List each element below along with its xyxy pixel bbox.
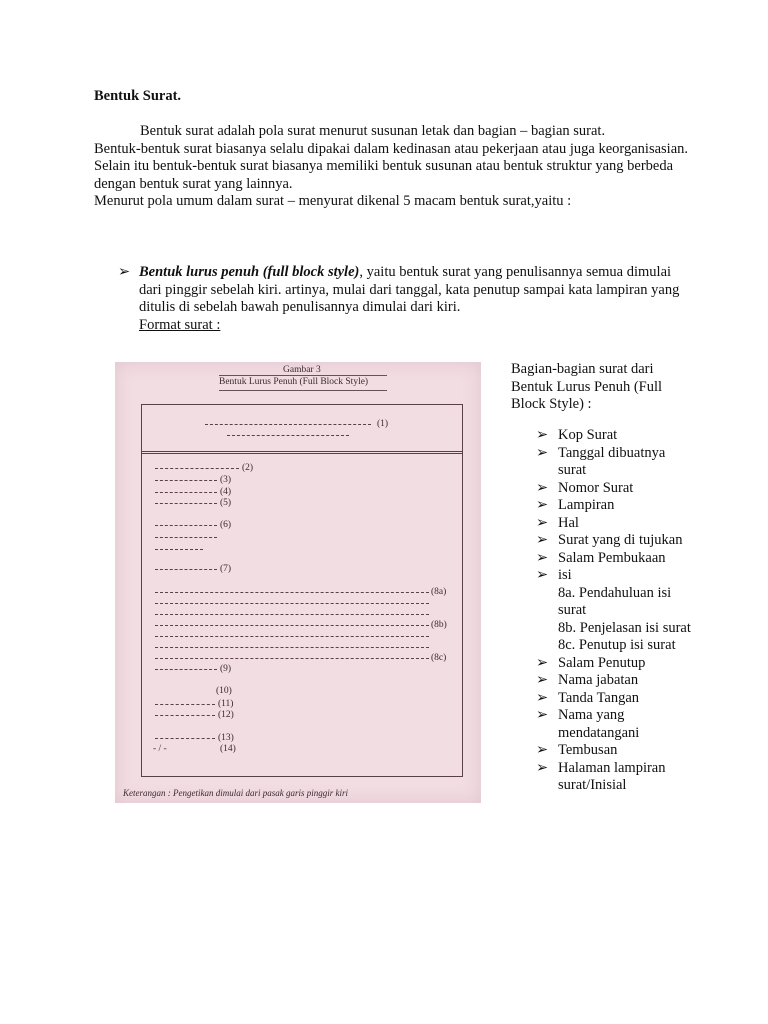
- dash-2: [155, 468, 239, 469]
- figure-title: Bentuk Lurus Penuh (Full Block Style): [219, 377, 369, 387]
- arrowhead-bullet-icon: ➢: [536, 707, 549, 723]
- dash-6c: [155, 549, 203, 550]
- dash-8b-2: [155, 636, 429, 637]
- list-item: ➢ Kop Surat: [536, 427, 618, 443]
- dash-9: [155, 669, 217, 670]
- list-subitem: 8b. Penjelasan isi surat: [558, 619, 691, 636]
- label-2: (2): [242, 463, 254, 473]
- label-3: (3): [220, 475, 232, 485]
- list-item: ➢ Nama yang mendatangani: [536, 707, 640, 741]
- list-item: ➢ Nomor Surat: [536, 479, 634, 496]
- intro-paragraph: [94, 123, 694, 211]
- dash-8a-2: [155, 603, 429, 604]
- arrowhead-bullet-icon: ➢: [536, 672, 549, 688]
- dash-11: [155, 704, 215, 705]
- figure-header-box: [141, 404, 463, 454]
- arrowhead-bullet-icon: ➢: [536, 549, 549, 566]
- label-14: (14): [220, 744, 236, 754]
- label-8c: (8c): [431, 653, 447, 663]
- arrowhead-bullet-icon: ➢: [536, 497, 549, 513]
- label-10: (10): [216, 686, 232, 696]
- figure-gambar: Gambar 3: [283, 365, 321, 375]
- list-item: ➢ Hal: [536, 514, 579, 531]
- list-item: ➢ Tanda Tangan: [536, 689, 640, 706]
- list-item: ➢ isi: [536, 567, 572, 583]
- list-item: ➢ Surat yang di tujukan: [536, 532, 683, 548]
- dash-4: [155, 492, 217, 493]
- label-12: (12): [218, 710, 234, 720]
- label-1: (1): [377, 419, 389, 429]
- label-8a: (8a): [431, 587, 447, 597]
- bullet-term: Bentuk lurus penuh (full block style): [139, 264, 360, 280]
- dash-6b: [155, 537, 217, 538]
- label-5: (5): [220, 498, 232, 508]
- arrowhead-bullet-icon: ➢: [536, 654, 549, 671]
- dash-8a-1: [155, 592, 429, 593]
- intro-last-line: Menurut pola umum dalam surat – menyurat dikenal 5 macam bentuk surat,yaitu :: [94, 193, 572, 209]
- dash-13: [155, 738, 215, 739]
- dash-kop-1: [205, 424, 371, 425]
- bullet-text: , yaitu bentuk surat yang penulisannya semua dimulai dari pinggir sebelah kiri. artinya, mulai dari tanggal, kata penutup sampai kata lampiran yang ditulis di sebelah bawah penulisannya dimulai dari kiri.: [139, 264, 680, 315]
- dash-kop-2: [227, 435, 349, 436]
- list-item: ➢ Tanggal dibuatnya surat: [536, 444, 666, 478]
- dash-8b-1: [155, 625, 429, 626]
- list-item: ➢ Salam Penutup: [536, 654, 646, 671]
- list-item: ➢ Lampiran: [536, 497, 615, 513]
- page-heading: Bentuk Surat.: [94, 88, 182, 104]
- dash-8a-3: [155, 614, 429, 615]
- list-subitem: 8a. Pendahuluan isi surat: [558, 584, 672, 618]
- dash-5: [155, 503, 217, 504]
- arrowhead-bullet-icon: ➢: [536, 479, 549, 496]
- scanned-figure: [115, 362, 481, 803]
- label-13: (13): [218, 733, 234, 743]
- intro-body: Bentuk-bentuk surat biasanya selalu dipakai dalam kedinasan atau pekerjaan atau juga keorganisasian. Selain itu bentuk-bentuk surat biasanya memiliki bentuk susunan atau bentuk struktur yang berbeda dengan bentuk surat yang lainnya.: [94, 140, 689, 192]
- dash-3: [155, 480, 217, 481]
- intro-line-1: Bentuk surat adalah pola surat menurut susunan letak dan bagian – bagian surat.: [140, 123, 606, 139]
- list-item: ➢ Halaman lampiran surat/Inisial: [536, 759, 666, 793]
- label-9: (9): [220, 664, 232, 674]
- dash-12: [155, 715, 215, 716]
- arrowhead-bullet-icon: ➢: [536, 759, 549, 776]
- dash-8b-3: [155, 647, 429, 648]
- label-4: (4): [220, 487, 232, 497]
- list-item: ➢ Tembusan: [536, 742, 618, 758]
- label-7: (7): [220, 564, 232, 574]
- list-item: ➢ Nama jabatan: [536, 672, 639, 688]
- figure-title-underline: [219, 390, 387, 391]
- side-title: Bagian-bagian surat dari Bentuk Lurus Penuh (Full Block Style) :: [511, 361, 663, 412]
- figure-caption: Keterangan : Pengetikan dimulai dari pasak garis pinggir kiri: [123, 788, 348, 798]
- arrowhead-bullet-icon: ➢: [536, 532, 549, 548]
- arrowhead-bullet-icon: ➢: [118, 264, 131, 280]
- arrowhead-bullet-icon: ➢: [536, 689, 549, 706]
- side-list: [536, 427, 696, 795]
- list-item: ➢ Salam Pembukaan: [536, 549, 666, 566]
- arrowhead-bullet-icon: ➢: [536, 427, 549, 443]
- arrowhead-bullet-icon: ➢: [536, 742, 549, 758]
- arrowhead-bullet-icon: ➢: [536, 567, 549, 583]
- dash-7: [155, 569, 217, 570]
- arrowhead-bullet-icon: ➢: [536, 514, 549, 531]
- format-label: Format surat :: [139, 316, 221, 333]
- bullet-full-block: [118, 264, 688, 334]
- dash-6: [155, 525, 217, 526]
- label-6: (6): [220, 520, 232, 530]
- figure-title-rule: [219, 375, 387, 376]
- label-8b: (8b): [431, 620, 447, 630]
- list-subitem: 8c. Penutup isi surat: [558, 637, 676, 653]
- dash-8c-1: [155, 658, 429, 659]
- arrowhead-bullet-icon: ➢: [536, 444, 549, 461]
- slash-mark: - / -: [153, 744, 167, 754]
- label-11: (11): [218, 699, 234, 709]
